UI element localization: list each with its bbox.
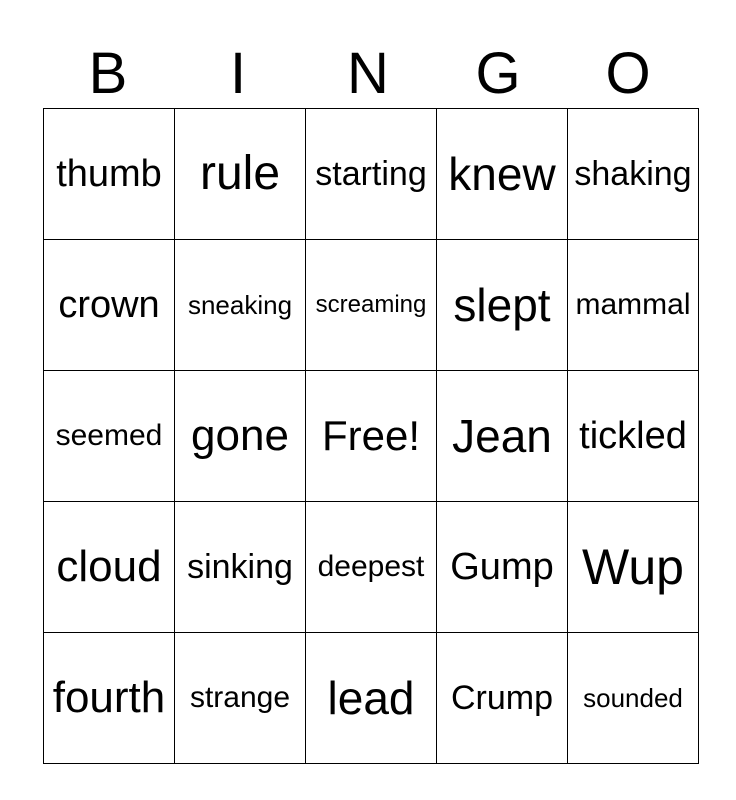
bingo-board (43, 108, 699, 764)
bingo-cell: crown (44, 240, 175, 371)
bingo-cell: tickled (568, 371, 699, 502)
bingo-cell: Gump (437, 502, 568, 633)
bingo-cell: Wup (568, 502, 699, 633)
bingo-cell: knew (437, 109, 568, 240)
bingo-cell: Crump (437, 633, 568, 764)
bingo-cell: seemed (44, 371, 175, 502)
bingo-cell: sneaking (175, 240, 306, 371)
header-letter-n: N (347, 41, 389, 106)
bingo-cell: mammal (568, 240, 699, 371)
bingo-header (43, 40, 693, 108)
header-letter-o: O (605, 41, 651, 106)
bingo-cell: cloud (44, 502, 175, 633)
free-space: Free! (306, 371, 437, 502)
board-row (44, 502, 699, 633)
header-letter-g: G (475, 41, 521, 106)
bingo-cell: gone (175, 371, 306, 502)
bingo-cell: lead (306, 633, 437, 764)
header-letter-i: I (229, 41, 247, 106)
board-row (44, 371, 699, 502)
bingo-cell: shaking (568, 109, 699, 240)
bingo-cell: slept (437, 240, 568, 371)
board-row (44, 109, 699, 240)
bingo-cell: sinking (175, 502, 306, 633)
bingo-cell: sounded (568, 633, 699, 764)
board-row (44, 633, 699, 764)
header-letter-b: B (88, 41, 128, 106)
bingo-cell: screaming (306, 240, 437, 371)
bingo-cell: rule (175, 109, 306, 240)
bingo-cell: starting (306, 109, 437, 240)
board-row (44, 240, 699, 371)
bingo-cell: thumb (44, 109, 175, 240)
bingo-cell: fourth (44, 633, 175, 764)
bingo-cell: strange (175, 633, 306, 764)
bingo-cell: deepest (306, 502, 437, 633)
bingo-cell: Jean (437, 371, 568, 502)
